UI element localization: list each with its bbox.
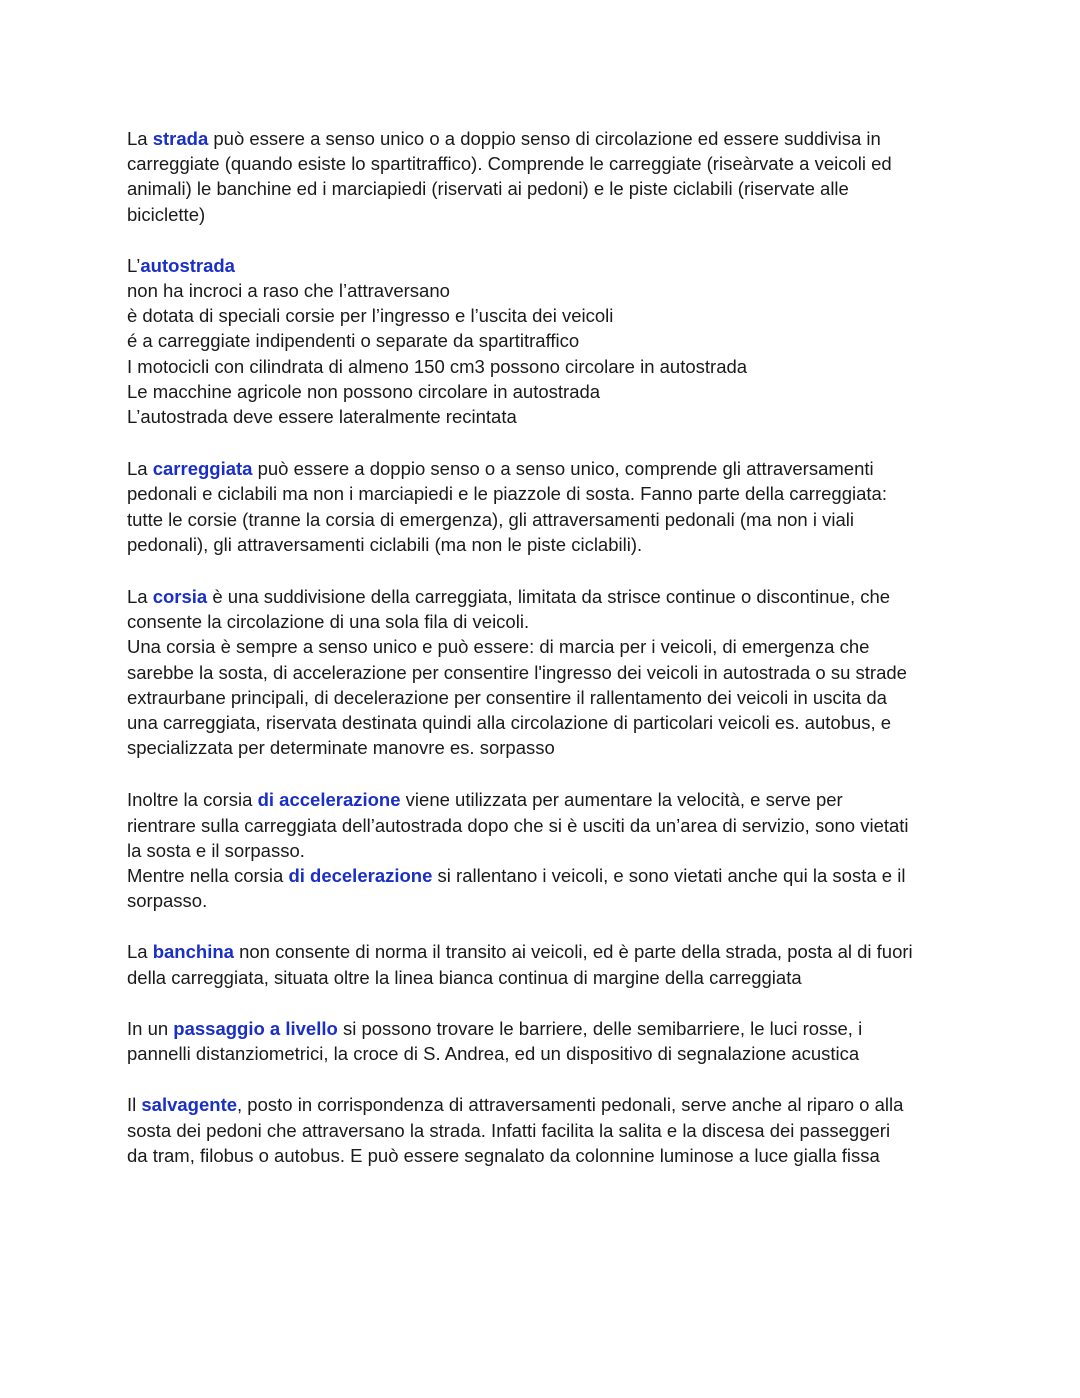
paragraph-passaggio-a-livello [127,1016,957,1066]
paragraph-corsia [127,584,957,760]
text-line: tutte le corsie (tranne la corsia di emergenza), gli attraversamenti pedonali (ma non i viali [127,508,854,530]
keyword-accelerazione: di accelerazione [257,789,401,811]
keyword-strada: strada [152,128,209,149]
text-line: animali) le banchine ed i marciapiedi (riservati ai pedoni) e le piste ciclabili (riservate alle [127,178,849,200]
text-line: carreggiate (quando esiste lo spartitraffico). Comprende le carreggiate (riseàrvate a veicoli ed [127,153,892,175]
text-line: In un passaggio a livello si possono trovare le barriere, delle semibarriere, le luci rosse, i [127,1017,863,1039]
keyword-corsia: corsia [152,586,208,608]
keyword-banchina: banchina [152,941,234,963]
autostrada-item: é a carreggiate indipendenti o separate da spartitraffico [127,330,580,352]
text-line: La carreggiata può essere a doppio senso o a senso unico, comprende gli attraversamenti [127,458,874,480]
autostrada-item: è dotata di speciali corsie per l’ingresso e l’uscita dei veicoli [127,305,614,327]
text-line: pedonali e ciclabili ma non i marciapiedi e le piazzole di sosta. Fanno parte della carreggiata: [127,483,887,505]
text-line: la sosta e il sorpasso. [127,839,305,861]
text-line: La banchina non consente di norma il transito ai veicoli, ed è parte della strada, posta al di fuori [127,941,913,963]
text-line: specializzata per determinate manovre es. sorpasso [127,737,555,759]
autostrada-item: non ha incroci a raso che l’attraversano [127,280,450,302]
text-line: rientrare sulla carreggiata dell’autostrada dopo che si è usciti da un’area di servizio, sono vietati [127,814,909,836]
text-line: pannelli distanziometrici, la croce di S. Andrea, ed un dispositivo di segnalazione acustica [127,1043,860,1065]
text-line: sorpasso. [127,890,208,912]
autostrada-item: L’autostrada deve essere lateralmente recintata [127,406,517,428]
keyword-passaggio-a-livello: passaggio a livello [173,1017,338,1039]
text-line: Una corsia è sempre a senso unico e può essere: di marcia per i veicoli, di emergenza che [127,636,870,658]
paragraph-banchina [127,939,957,989]
keyword-autostrada: autostrada [140,254,235,276]
paragraph-autostrada [127,253,957,429]
text-line: consente la circolazione di una sola fila di veicoli. [127,611,530,633]
text-line: La corsia è una suddivisione della carreggiata, limitata da strisce continue o discontinue, che [127,586,891,608]
text-line: sarebbe la sosta, di accelerazione per consentire l'ingresso dei veicoli in autostrada o su strade [127,661,907,683]
autostrada-item: I motocicli con cilindrata di almeno 150 cm3 possono circolare in autostrada [127,355,748,377]
autostrada-heading: L’autostrada [127,254,235,276]
text-line: La strada può essere a senso unico o a doppio senso di circolazione ed essere suddivisa in [127,128,881,149]
text-line: pedonali), gli attraversamenti ciclabili (ma non le piste ciclabili). [127,533,643,555]
paragraph-accelerazione [127,787,957,913]
text-line: Mentre nella corsia di decelerazione si rallentano i veicoli, e sono vietati anche qui la sosta e il [127,865,906,887]
text-line: extraurbane principali, di decelerazione per consentire il rallentamento dei veicoli in uscita da [127,686,887,708]
keyword-salvagente: salvagente [141,1094,238,1116]
text-line: una carreggiata, riservata destinata quindi alla circolazione di particolari veicoli es. autobus, e [127,712,892,734]
keyword-carreggiata: carreggiata [152,458,253,480]
autostrada-item: Le macchine agricole non possono circolare in autostrada [127,380,601,402]
paragraph-salvagente [127,1092,957,1168]
text-line: Il salvagente, posto in corrispondenza di attraversamenti pedonali, serve anche al riparo o alla [127,1094,904,1116]
text-line: sosta dei pedoni che attraversano la strada. Infatti facilita la salita e la discesa dei passeggeri [127,1119,891,1141]
text-line: Inoltre la corsia di accelerazione viene utilizzata per aumentare la velocità, e serve per [127,789,843,811]
document-body [127,126,957,1168]
paragraph-carreggiata [127,456,957,557]
text-line: della carreggiata, situata oltre la linea bianca continua di margine della carreggiata [127,966,802,988]
text-line: da tram, filobus o autobus. E può essere segnalato da colonnine luminose a luce gialla fissa [127,1144,880,1166]
keyword-decelerazione: di decelerazione [288,865,433,887]
text-line: biciclette) [127,203,206,225]
paragraph-strada [127,126,957,227]
